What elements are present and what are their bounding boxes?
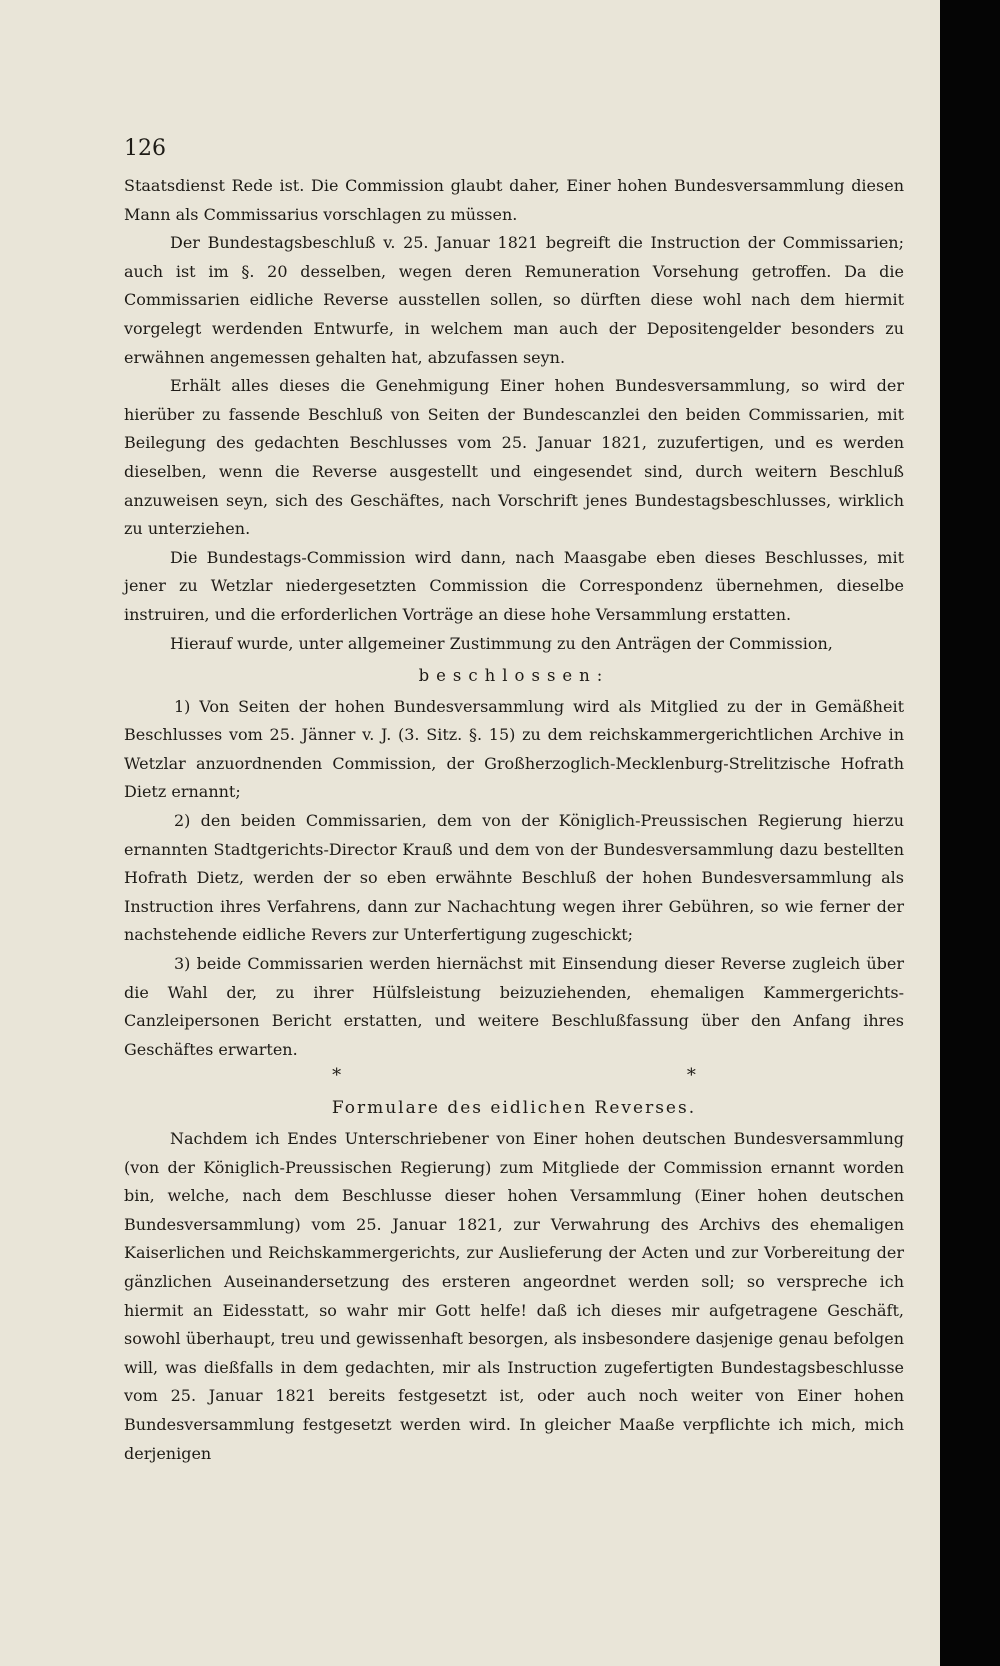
formula-text: Nachdem ich Endes Unterschriebener von Einer hohen deutschen Bundesversammlung (von der Königlich-Preussischen Regierung) zum Mitgliede der Commission ernannt worden bin, welche, nach dem Beschlusse dieser hohen Versammlung (Einer hohen deutschen Bundesversammlung) vom 25. Januar 1821, zur Verwahrung des Archivs des ehemaligen Kaiserlichen und Reichskammergerichts, zur Auslieferung der Acten und zur Vorbereitung der gänzlichen Auseinandersetzung des ersteren angeordnet werden soll; so verspreche ich hiermit an Eidesstatt, so wahr mir Gott helfe! daß ich dieses mir aufgetragene Geschäft, sowohl überhaupt, treu und gewissenhaft besorgen, als insbesondere dasjenige genau befolgen will, was dießfalls in dem gedachten, mir als Instruction zugefertigten Bundestagsbeschlusse vom 25. Januar 1821 bereits festgesetzt ist, oder auch noch weiter von Einer hohen Bundesversammlung festgesetzt werden wird. In gleicher Maaße verpflichte ich mich, mich derjenigen <box>124 1129 904 1463</box>
page-number: 126 <box>124 136 166 161</box>
resolution-item-1: 1) Von Seiten der hohen Bundesversammlung wird als Mitglied zu der in Gemäßheit Beschlusses vom 25. Jänner v. J. (3. Sitz. §. 15) zu dem reichskammergerichtlichen Archive in Wetzlar anzuordnenden Commission, der Großherzoglich-Mecklenburg-Strelitzische Hofrath Dietz ernannt; <box>124 696 904 802</box>
paragraph-resolution-intro: Hierauf wurde, unter allgemeiner Zustimmung zu den Anträgen der Commission, <box>170 633 833 653</box>
formula-heading: Formulare des eidlichen Reverses. <box>331 1098 697 1119</box>
paragraph-continuation: Staatsdienst Rede ist. Die Commission glaubt daher, Einer hohen Bundesversammlung diesen Mann als Commissarius vorschlagen zu müssen. <box>124 176 904 224</box>
resolution-heading: beschlossen: <box>418 666 610 686</box>
paragraph-commission-duty: Die Bundestags-Commission wird dann, nach Maasgabe eben dieses Beschlusses, mit jener zu Wetzlar niedergesetzten Commission die Correspondenz übernehmen, dieselbe instruiren, und die erforderlichen Vorträge an diese hohe Versammlung erstatten. <box>124 547 904 624</box>
paragraph-resolution-reference: Der Bundestagsbeschluß v. 25. Januar 1821 begreift die Instruction der Commissarien; auch ist im §. 20 desselben, wegen deren Remuneration Vorsehung getroffen. Da die Commissarien eidliche Reverse ausstellen sollen, so dürften diese wohl nach dem hiermit vorgelegt werdenden Entwurfe, in welchem man auch der Depositengelder besonders zu erwähnen angemessen gehalten hat, abzufassen seyn. <box>124 233 904 367</box>
resolution-item-2: 2) den beiden Commissarien, dem von der Königlich-Preussischen Regierung hierzu ernannten Stadtgerichts-Director Krauß und dem von der Bundesversammlung dazu bestellten Hofrath Dietz, werden der so eben erwähnte Beschluß der hohen Bundesversammlung als Instruction ihres Verfahrens, dann zur Nachachtung wegen ihrer Gebühren, so wie ferner der nachstehende eidliche Revers zur Unterfertigung zugeschickt; <box>124 811 904 945</box>
paragraph-approval: Erhält alles dieses die Genehmigung Einer hohen Bundesversammlung, so wird der hierüber zu fassende Beschluß von Seiten der Bundescanzlei den beiden Commissarien, mit Beilegung des gedachten Beschlusses vom 25. Januar 1821, zuzufertigen, und es werden dieselben, wenn die Reverse ausgestellt und eingesendet sind, durch weitern Beschluß anzuweisen seyn, sich des Geschäftes, nach Vorschrift jenes Bundestagsbeschlusses, wirklich zu unterziehen. <box>124 376 904 539</box>
resolution-item-3: 3) beide Commissarien werden hiernächst mit Einsendung dieser Reverse zugleich über die Wahl der, zu ihrer Hülfsleistung beizuziehenden, ehemaligen Kammergerichts-Canzleipersonen Bericht erstatten, und weitere Beschlußfassung über den Anfang ihres Geschäftes erwarten. <box>124 954 904 1059</box>
section-separator: * * <box>332 1065 866 1087</box>
page-body <box>124 172 904 1468</box>
scan-border <box>940 0 1000 1666</box>
